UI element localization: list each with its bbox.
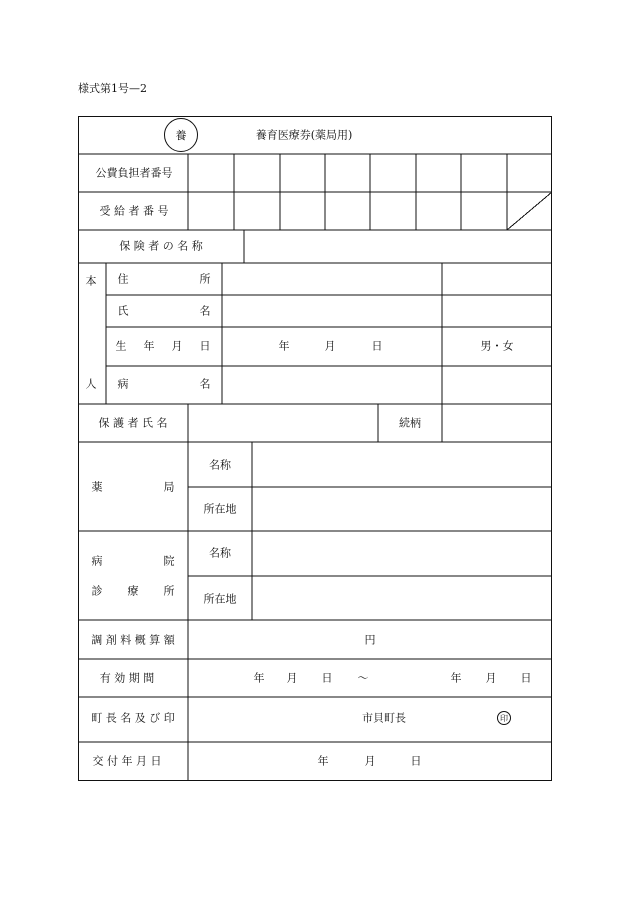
disease-label-b: 名 [199, 377, 211, 391]
relation-label: 続柄 [399, 416, 421, 430]
validity-end-month: 月 [485, 671, 497, 685]
seal-mark-char: 印 [500, 713, 508, 723]
form-number: 様式第1号—2 [78, 82, 147, 95]
name-label-a: 氏 [117, 304, 129, 318]
validity-start-day: 日 [321, 671, 333, 685]
birth-label-b: 年 [143, 339, 155, 353]
birth-month-unit: 月 [324, 339, 336, 353]
seal-char: 養 [175, 129, 187, 142]
issue-month-unit: 月 [364, 754, 376, 768]
hospital-label-b: 院 [163, 554, 175, 568]
yen-unit: 円 [364, 633, 376, 647]
official-seal-mark [497, 711, 511, 725]
insurer-name-label: 保 険 者 の 名 称 [119, 239, 203, 253]
birth-label-a: 生 [115, 339, 127, 353]
validity-start-month: 月 [286, 671, 298, 685]
validity-label: 有 効 期 間 [99, 671, 155, 685]
birth-label-d: 日 [199, 339, 211, 353]
validity-end-year: 年 [450, 671, 462, 685]
pharmacy-label-b: 局 [163, 480, 175, 494]
hospital-name-label: 名称 [209, 546, 231, 560]
issue-year-unit: 年 [317, 754, 329, 768]
pharmacy-label-a: 薬 [91, 480, 103, 494]
pharmacy-name-label: 名称 [209, 458, 231, 472]
payer-number-label: 公費負担者番号 [95, 166, 173, 180]
hospital-location-label: 所在地 [203, 592, 237, 606]
guardian-label: 保 護 者 氏 名 [98, 416, 168, 430]
pharmacy-location-label: 所在地 [203, 502, 237, 516]
mayor-name: 市貝町長 [362, 711, 406, 725]
yoiku-seal [164, 118, 198, 152]
address-label-a: 住 [117, 272, 129, 286]
validity-start-year: 年 [253, 671, 265, 685]
clinic-label-b: 療 [127, 584, 139, 598]
issue-date-label: 交 付 年 月 日 [92, 754, 162, 768]
validity-tilde: 〜 [357, 671, 369, 685]
validity-end-day: 日 [520, 671, 532, 685]
address-label-b: 所 [199, 272, 211, 286]
recipient-number-label: 受 給 者 番 号 [99, 204, 169, 218]
birth-label-c: 月 [171, 339, 183, 353]
issue-day-unit: 日 [410, 754, 422, 768]
birth-day-unit: 日 [371, 339, 383, 353]
name-label-b: 名 [199, 304, 211, 318]
form-title: 養育医療券(薬局用) [255, 128, 353, 142]
person-label-bottom: 人 [85, 377, 97, 391]
disease-label-a: 病 [117, 377, 129, 391]
person-label-top: 本 [85, 274, 97, 288]
birth-year-unit: 年 [278, 339, 290, 353]
dispensing-fee-label: 調 剤 料 概 算 額 [91, 633, 175, 647]
mayor-label: 町 長 名 及 び 印 [91, 711, 175, 725]
clinic-label-c: 所 [163, 584, 175, 598]
gender-field: 男・女 [480, 339, 514, 353]
clinic-label-a: 診 [91, 584, 103, 598]
hospital-label-a: 病 [91, 554, 103, 568]
